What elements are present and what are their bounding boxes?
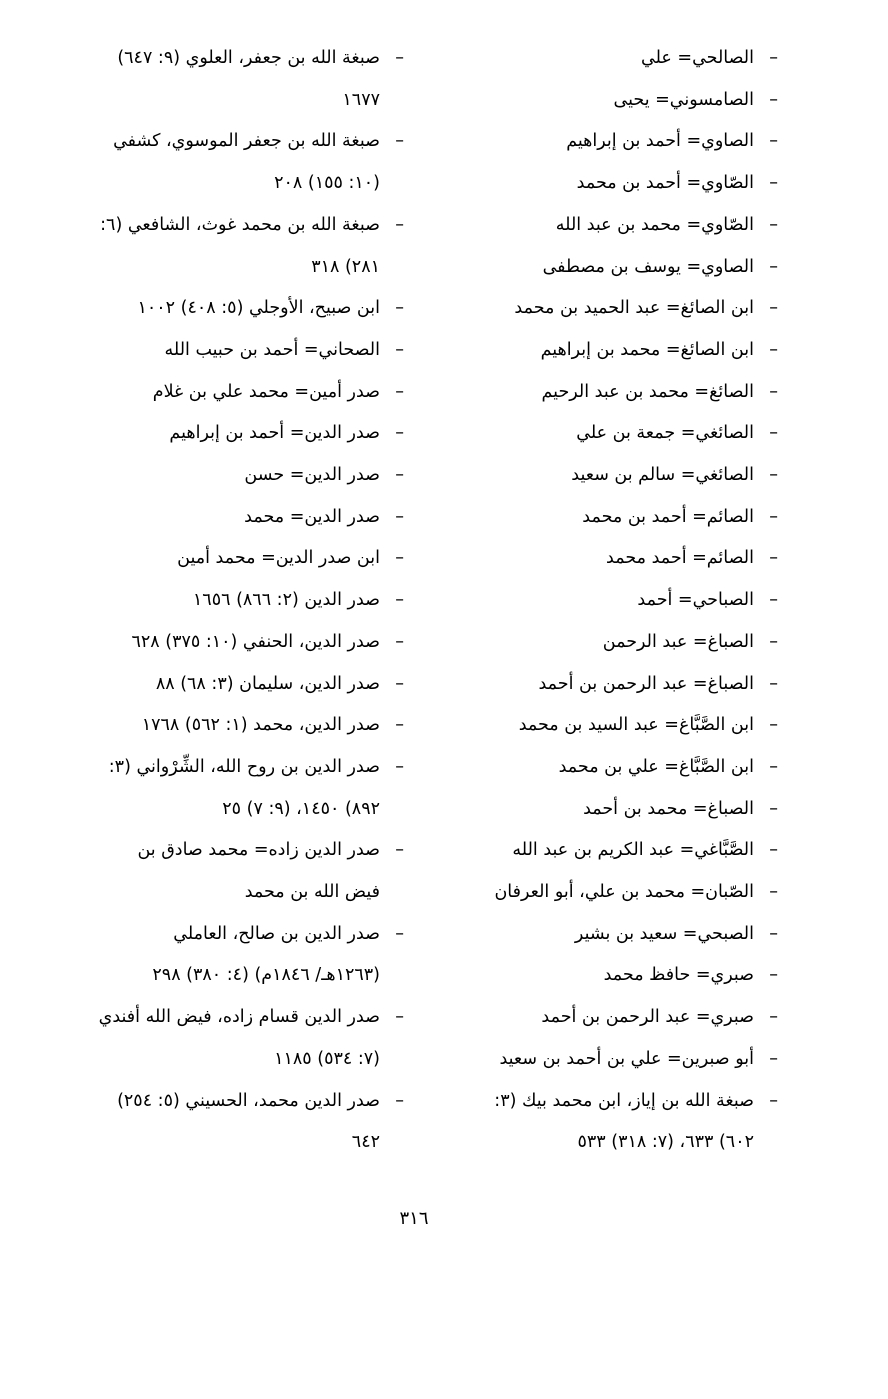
index-entry-text: صدر الدين، الحنفي (١٠: ٣٧٥) ٦٢٨ [131,631,380,652]
index-entry-continuation: (٧: ٥٣٤) ١١٨٥ [274,1048,380,1069]
index-entry-continuation: ١٦٧٧ [342,89,380,110]
index-entry [52,372,404,414]
index-entry [438,413,778,455]
index-entry-continuation: ٦٠٢) ٦٣٣، (٧: ٣١٨) ٥٣٣ [577,1132,754,1153]
index-entry-text: الصباغ= محمد بن أحمد [583,798,754,819]
index-entry-text: الصائغ= محمد بن عبد الرحيم [541,381,754,402]
index-entry-text: الصائم= أحمد محمد [606,548,754,569]
index-entry-text: الصامسوني= يحيى [613,89,754,110]
index-entry-text: الصّاوي= محمد بن عبد الله [555,214,754,235]
index-entry-text: صدر الدين= محمد [244,506,380,527]
index-entry-text: ابن صدر الدين= محمد أمين [177,548,380,569]
index-entry-text: صدر الدين محمد، الحسيني (٥: ٢٥٤) [117,1090,380,1111]
index-entry [52,830,404,913]
index-entry-text: صدر الدين، محمد (١: ٥٦٢) ١٧٦٨ [141,715,380,736]
index-entry-text: صبغة الله بن جعفر، العلوي (٩: ٦٤٧) [117,48,380,68]
index-entry [438,1039,778,1081]
index-entry-text: الصبحي= سعيد بن بشير [574,923,754,944]
index-entry [438,497,778,539]
index-entry-continuation: (١٠: ١٥٥) ٢٠٨ [274,173,380,194]
index-entry [52,121,404,204]
index-entry [438,538,778,580]
index-entry-text: صدر الدين= أحمد بن إبراهيم [169,423,380,444]
index-entry [52,705,404,747]
index-entry-continuation: ٨٩٢) ١٤٥٠، (٩: ٧) ٢٥ [222,798,380,819]
index-entry [52,497,404,539]
index-entry-continuation: ٦٤٢ [351,1132,380,1153]
index-entry-text: صدر الدين قسام زاده، فيض الله أفندي [98,1007,380,1028]
index-entry [52,1081,404,1164]
index-entry [438,1081,778,1164]
index-entry-text: ابن الصَّبَّاغ= عبد السيد بن محمد [518,715,754,736]
index-entry-text: الصّبان= محمد بن علي، أبو العرفان [494,882,754,903]
index-entry-text: ابن الصَّبَّاغ= علي بن محمد [558,756,754,777]
index-entry [438,372,778,414]
index-entry-text: الصباغ= عبد الرحمن [602,631,754,652]
index-entry-text: الصاوي= أحمد بن إبراهيم [566,131,754,152]
index-entry-text: أبو صبرين= علي بن أحمد بن سعيد [499,1048,754,1069]
index-entry-text: الصالحي= علي [641,48,754,68]
index-entry [438,247,778,289]
index-entry-continuation: (١٢٦٣هـ/ ١٨٤٦م) (٤: ٣٨٠) ٢٩٨ [152,965,380,986]
index-entry-text: الصاوي= يوسف بن مصطفى [542,256,754,277]
index-entry [52,413,404,455]
index-entry-text: صدر الدين زاده= محمد صادق بن [137,840,380,861]
index-entry [438,330,778,372]
index-entry-text: ابن صبيح، الأوجلي (٥: ٤٠٨) ١٠٠٢ [137,298,380,319]
index-entry-text: الصَّبَّاغي= عبد الكريم بن عبد الله [512,840,754,861]
index-entry-text: صدر الدين= حسن [244,465,380,486]
index-entry [438,705,778,747]
index-entry-text: صبغة الله بن محمد غوث، الشافعي (٦: [100,214,380,235]
index-entry [438,205,778,247]
index-entry [438,80,778,122]
index-entry [52,622,404,664]
index-entry-text: صبغة الله بن جعفر الموسوي، كشفي [113,131,380,152]
index-entry [52,747,404,830]
index-entry-continuation: فيض الله بن محمد [244,882,380,903]
index-entry-text: صدر الدين بن روح الله، الشِّرْواني (٣: [108,756,380,777]
index-entry [438,121,778,163]
index-entry-text: الصباحي= أحمد [637,590,754,611]
index-entry [438,622,778,664]
index-entry [438,580,778,622]
index-entry-text: صدر الدين بن صالح، العاملي [173,923,380,944]
index-entry [52,205,404,288]
index-column-right [438,38,778,1164]
index-entry [52,914,404,997]
index-entry-text: صدر الدين، سليمان (٣: ٦٨) ٨٨ [155,673,380,694]
index-entry [52,288,404,330]
index-entry-text: الصائم= أحمد بن محمد [582,506,754,527]
index-entry [438,997,778,1039]
index-entry [438,872,778,914]
index-entry-text: صدر أمين= محمد علي بن غلام [152,381,380,402]
index-entry-text: ابن الصائغ= عبد الحميد بن محمد [514,298,754,319]
index-entry [52,538,404,580]
index-entry-text: الصحاني= أحمد بن حبيب الله [164,339,380,360]
index-column-left [52,38,404,1164]
index-entry [52,38,404,121]
page-number: ٣١٦ [399,1208,429,1229]
index-entry [438,747,778,789]
index-entry-text: الصائغي= سالم بن سعيد [571,465,754,486]
index-entry-text: صبري= عبد الرحمن بن أحمد [541,1007,754,1028]
index-entry [438,955,778,997]
index-entry-text: صبري= حافظ محمد [603,965,754,986]
index-entry-text: صدر الدين (٢: ٨٦٦) ١٦٥٦ [192,590,380,611]
index-entry-text: ابن الصائغ= محمد بن إبراهيم [540,339,754,360]
index-entry [52,455,404,497]
index-entry [438,455,778,497]
index-entry [438,664,778,706]
index-entry-text: الصباغ= عبد الرحمن بن أحمد [538,673,754,694]
index-entry-continuation: ٢٨١) ٣١٨ [311,256,380,277]
index-entry [438,288,778,330]
index-entry [52,330,404,372]
index-entry [438,914,778,956]
index-entry [438,789,778,831]
index-entry-text: صبغة الله بن إياز، ابن محمد بيك (٣: [494,1090,754,1111]
index-entry [52,664,404,706]
index-entry-text: الصّاوي= أحمد بن محمد [576,173,754,194]
index-entry-text: الصائغي= جمعة بن علي [576,423,754,444]
index-entry [438,163,778,205]
index-entry [52,997,404,1080]
index-entry [438,38,778,80]
index-entry [52,580,404,622]
index-entry [438,830,778,872]
